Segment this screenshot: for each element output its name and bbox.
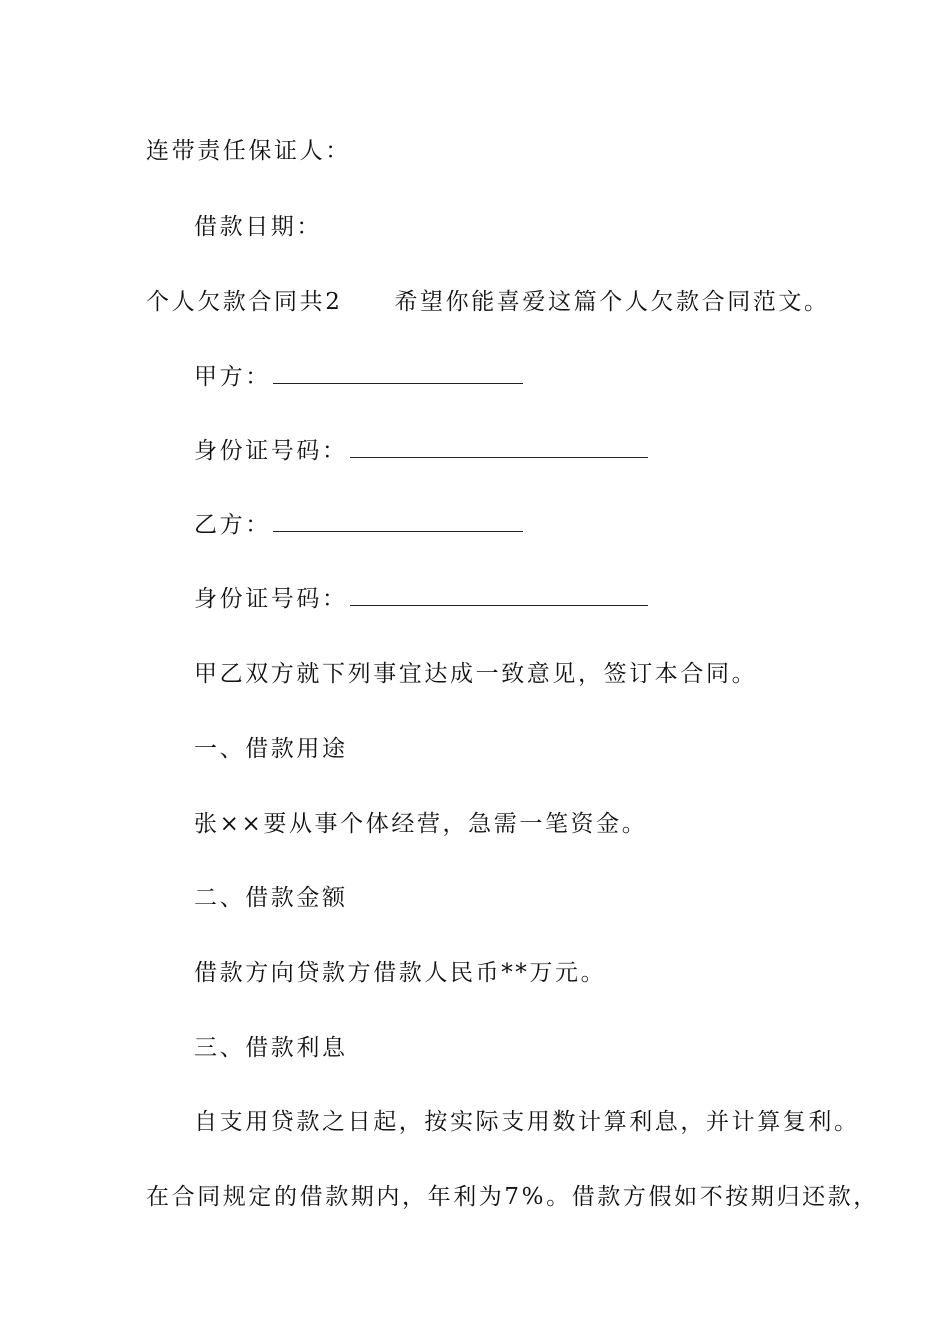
section3-body-1: 自支用贷款之日起，按实际支用数计算利息，并计算复利。 bbox=[194, 1109, 860, 1135]
party-b-label: 乙方： bbox=[194, 512, 271, 538]
id-a-blank bbox=[350, 439, 648, 458]
agreement-line: 甲乙双方就下列事宜达成一致意见，签订本合同。 bbox=[194, 661, 758, 687]
section2-body: 借款方向贷款方借款人民币**万元。 bbox=[194, 960, 607, 986]
contract-title: 个人欠款合同共2 bbox=[146, 289, 343, 315]
guarantor-line: 连带责任保证人： bbox=[146, 138, 351, 164]
section3-title: 三、借款利息 bbox=[194, 1035, 348, 1061]
section1-title: 一、借款用途 bbox=[194, 736, 348, 762]
party-a-blank bbox=[273, 365, 523, 384]
id-a-label: 身份证号码： bbox=[194, 438, 348, 464]
id-b-blank bbox=[350, 587, 648, 606]
id-a-field bbox=[194, 436, 648, 466]
section1-body: 张××要从事个体经营，急需一笔资金。 bbox=[194, 811, 648, 837]
party-a-field bbox=[194, 362, 523, 392]
section3-body-2: 在合同规定的借款期内，年利为7%。借款方假如不按期归还款， bbox=[146, 1184, 879, 1210]
party-a-label: 甲方： bbox=[194, 364, 271, 390]
heading-wish: 希望你能喜爱这篇个人欠款合同范文。 bbox=[394, 289, 830, 315]
heading-line bbox=[146, 287, 830, 317]
id-b-field bbox=[194, 584, 648, 614]
section2-title: 二、借款金额 bbox=[194, 885, 348, 911]
loan-date-line: 借款日期： bbox=[194, 214, 322, 240]
id-b-label: 身份证号码： bbox=[194, 586, 348, 612]
party-b-blank bbox=[273, 513, 523, 532]
party-b-field bbox=[194, 510, 523, 540]
